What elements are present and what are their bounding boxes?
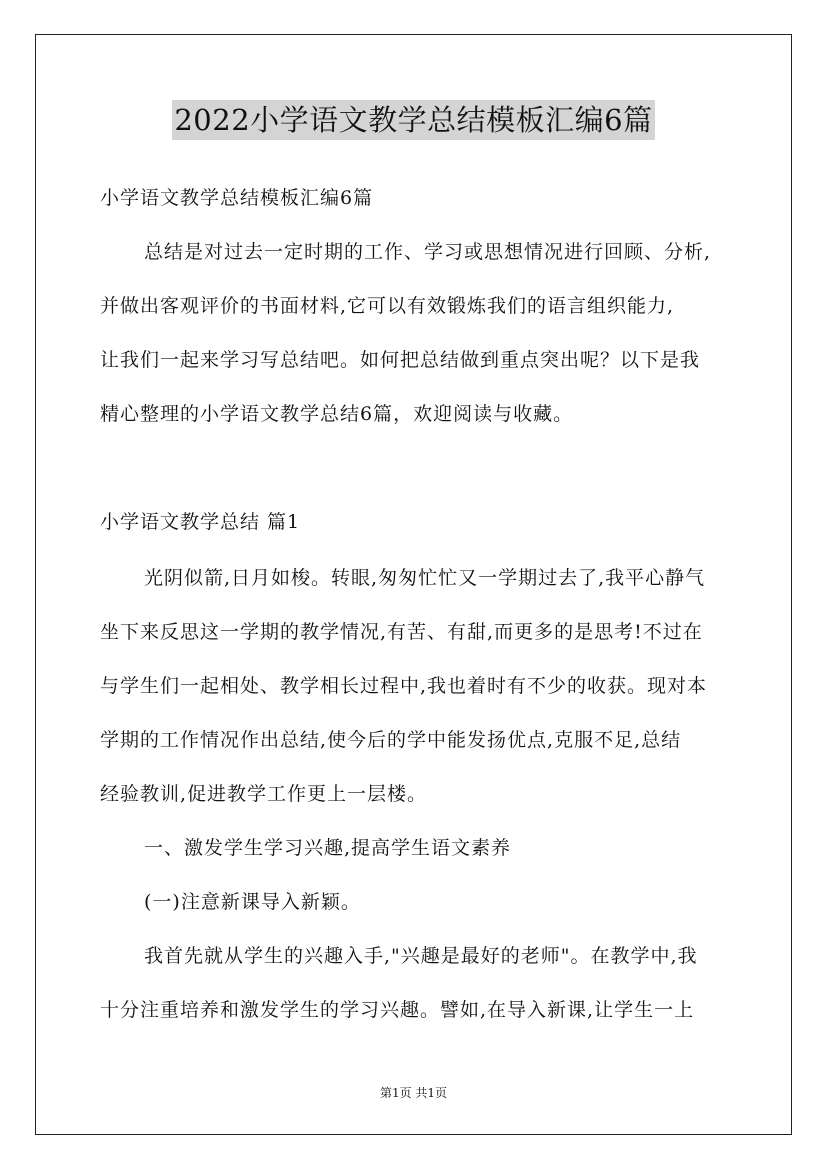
paragraph-line: 并做出客观评价的书面材料,它可以有效锻炼我们的语言组织能力, (100, 295, 675, 317)
document-title: 2022小学语文教学总结模板汇编6篇 (172, 100, 654, 140)
paragraph-line: 经验教训,促进教学工作更上一层楼。 (100, 783, 428, 805)
subsection-heading: 一、激发学生学习兴趣,提高学生语文素养 (144, 837, 512, 859)
paragraph-line: 精心整理的小学语文教学总结6篇，欢迎阅读与收藏。 (100, 403, 574, 425)
paragraph-line: 与学生们一起相处、教学相长过程中,我也着时有不少的收获。现对本 (100, 675, 708, 697)
paragraph-line: 总结是对过去一定时期的工作、学习或思想情况进行回顾、分析, (144, 241, 712, 263)
paragraph-line: 让我们一起来学习写总结吧。如何把总结做到重点突出呢？以下是我 (100, 349, 701, 371)
subtitle-line: 小学语文教学总结模板汇编6篇 (100, 187, 374, 209)
paragraph-line: 学期的工作情况作出总结,使今后的学中能发扬优点,克服不足,总结 (100, 729, 682, 751)
paragraph-line: 十分注重培养和激发学生的学习兴趣。譬如,在导入新课,让学生一上 (100, 999, 695, 1021)
paragraph-line: 光阴似箭,日月如梭。转眼,匆匆忙忙又一学期过去了,我平心静气 (144, 567, 706, 589)
subsection-heading: (一)注意新课导入新颖。 (144, 891, 361, 913)
paragraph-line: 坐下来反思这一学期的教学情况,有苦、有甜,而更多的是思考!不过在 (100, 621, 703, 643)
section-heading: 小学语文教学总结 篇1 (100, 511, 301, 533)
title-container (0, 100, 827, 140)
page-footer: 第1页 共1页 (379, 1086, 448, 1100)
paragraph-line: 我首先就从学生的兴趣入手,"兴趣是最好的老师"。在教学中,我 (144, 945, 698, 967)
